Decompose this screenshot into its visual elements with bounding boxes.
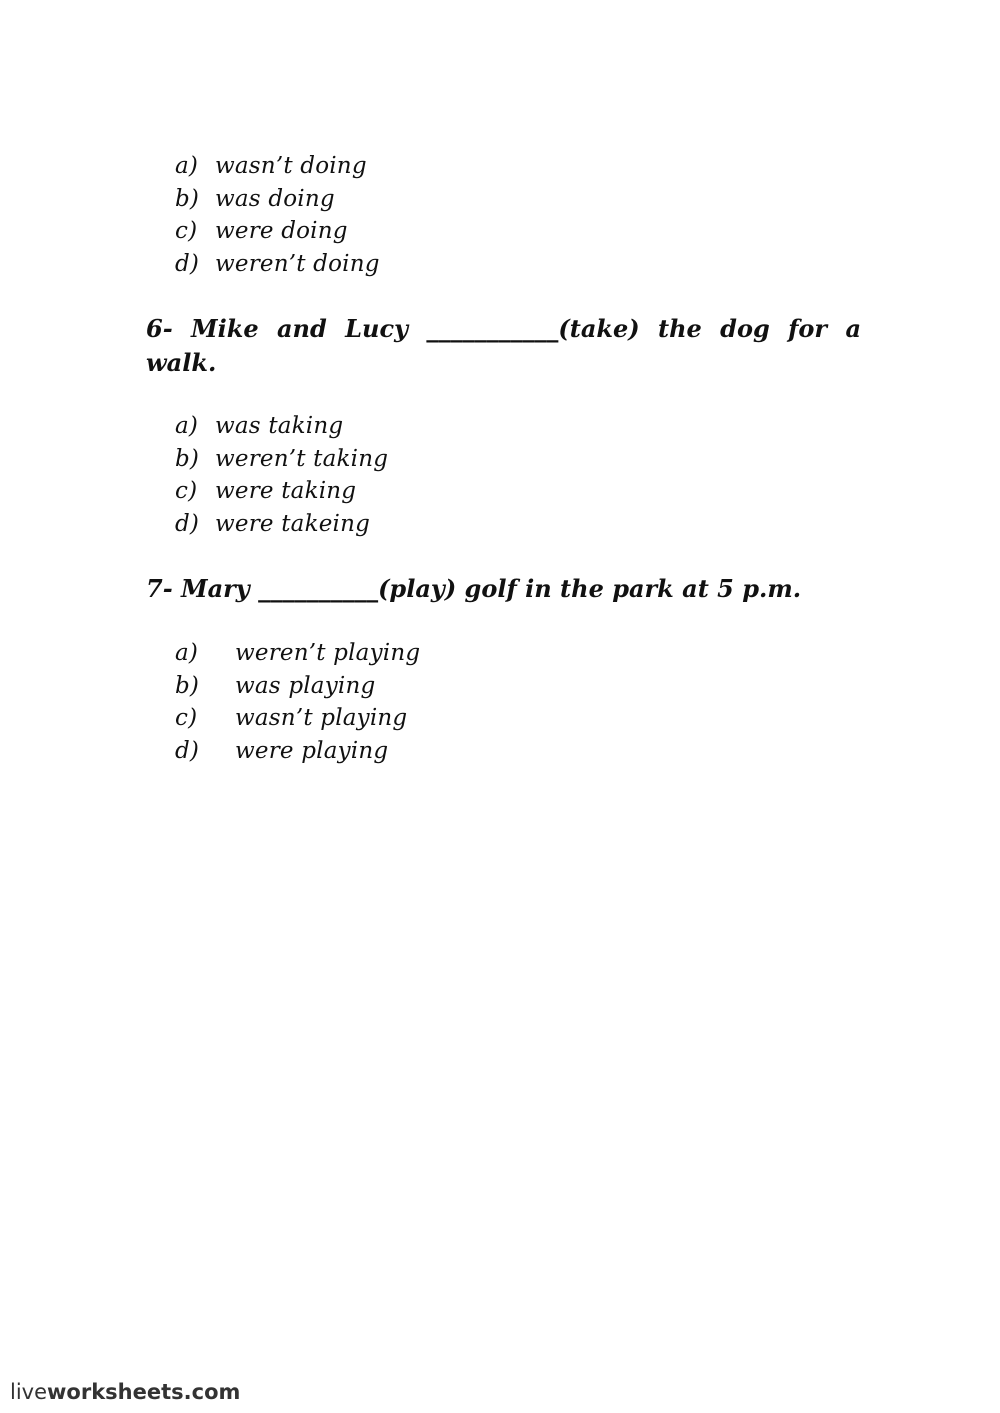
option-letter: b) bbox=[175, 445, 200, 472]
option-letter: b) bbox=[175, 672, 200, 699]
q6-option-a[interactable] bbox=[175, 410, 388, 443]
watermark-suffix: .com bbox=[183, 1380, 241, 1404]
q5-options bbox=[175, 150, 380, 280]
q6-option-c[interactable] bbox=[175, 475, 388, 508]
option-text: wasn’t playing bbox=[235, 705, 408, 731]
question-6-word: a bbox=[845, 314, 861, 343]
option-letter: d) bbox=[175, 510, 200, 537]
option-text: was taking bbox=[215, 413, 344, 439]
q6-option-b[interactable] bbox=[175, 443, 388, 476]
q5-option-d[interactable] bbox=[175, 248, 380, 281]
question-6-word: Mike bbox=[191, 314, 259, 343]
option-text: was doing bbox=[215, 185, 335, 212]
watermark-light: live bbox=[10, 1380, 48, 1404]
option-text: weren’t taking bbox=[215, 445, 389, 472]
q7-option-c[interactable] bbox=[175, 702, 420, 735]
option-text: were playing bbox=[235, 737, 389, 764]
q5-option-c[interactable] bbox=[175, 215, 380, 248]
option-letter: a) bbox=[175, 413, 199, 439]
q7-option-d[interactable] bbox=[175, 735, 420, 768]
q6-options bbox=[175, 410, 388, 540]
option-letter: c) bbox=[175, 705, 198, 731]
q7-options bbox=[175, 637, 420, 767]
q5-option-a[interactable] bbox=[175, 150, 380, 183]
option-letter: b) bbox=[175, 185, 200, 212]
option-text: were doing bbox=[215, 218, 348, 244]
liveworksheets-watermark bbox=[10, 1380, 240, 1404]
q5-option-b[interactable] bbox=[175, 183, 380, 216]
option-letter: a) bbox=[175, 153, 199, 179]
question-6 bbox=[146, 312, 861, 380]
q7-option-b[interactable] bbox=[175, 670, 420, 703]
question-6-word: the bbox=[657, 314, 702, 343]
question-6-line-1 bbox=[146, 312, 861, 346]
q7-option-a[interactable] bbox=[175, 637, 420, 670]
watermark-bold: worksheets bbox=[47, 1380, 184, 1404]
question-6-number: 6- bbox=[146, 314, 173, 343]
option-text: was playing bbox=[235, 672, 376, 699]
question-6-line-2: walk. bbox=[146, 348, 217, 377]
option-text: were taking bbox=[215, 478, 357, 504]
question-6-word: and bbox=[276, 314, 327, 343]
option-letter: c) bbox=[175, 478, 198, 504]
question-7: 7- Mary __________(play) golf in the park at 5 p.m. bbox=[146, 574, 802, 603]
option-text: weren’t doing bbox=[215, 250, 380, 277]
question-6-word: for bbox=[788, 314, 828, 343]
q6-option-d[interactable] bbox=[175, 508, 388, 541]
question-6-blank: ___________(take) bbox=[426, 314, 640, 343]
option-text: wasn’t doing bbox=[215, 153, 367, 179]
option-text: weren’t playing bbox=[235, 640, 421, 666]
option-letter: d) bbox=[175, 737, 200, 764]
option-letter: a) bbox=[175, 640, 199, 666]
option-letter: d) bbox=[175, 250, 200, 277]
question-6-word: dog bbox=[720, 314, 770, 343]
option-text: were takeing bbox=[215, 510, 371, 537]
option-letter: c) bbox=[175, 218, 198, 244]
question-6-word: Lucy bbox=[345, 314, 409, 343]
